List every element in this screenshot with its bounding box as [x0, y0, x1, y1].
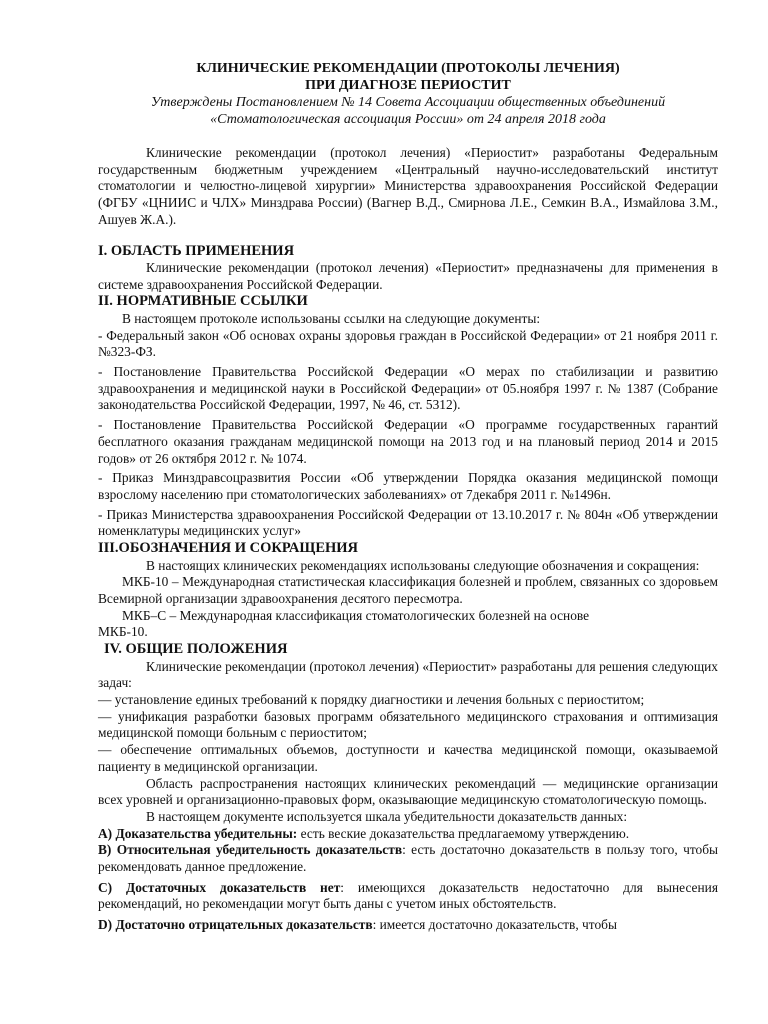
evidence-level-label: B) Относительная убедительность доказательств — [98, 842, 403, 858]
evidence-level-text: есть веские доказательства предлагаемому утверждению. — [297, 825, 630, 841]
evidence-level-text: : имеется достаточно доказательств, чтобы — [372, 917, 617, 933]
task-item: — унификация разработки базовых программ обязательного медицинского страхования и оптимизация медицинской помощи больным с периоститом; — [98, 708, 718, 741]
evidence-level-label: A) Доказательства убедительны: — [98, 825, 298, 841]
approval-note — [98, 94, 718, 128]
abbrev-mkbs-line-2: МКБ-10. — [98, 624, 148, 640]
title-line-2: ПРИ ДИАГНОЗЕ ПЕРИОСТИТ — [305, 78, 511, 93]
section-3-heading: III.ОБОЗНАЧЕНИЯ И СОКРАЩЕНИЯ — [98, 540, 359, 557]
reference-item: - Приказ Минздравсоцразвития России «Об утверждении Порядка оказания медицинской помощи взрослому населению при стоматологических заболеваниях» от 7декабря 2011 г. №1496н. — [98, 470, 718, 502]
intro-paragraph: Клинические рекомендации (протокол лечения) «Периостит» разработаны Федеральным государственным бюджетным учреждением «Центральный научно-исследовательский институт стоматологии и челюстно-лицевой хирургии» Министерства здравоохранения Российской Федерации (ФГБУ «ЦНИИС и ЧЛХ» Минздрава России) (Вагнер В.Д., Смирнова Л.Е., Семкин В.А., Измайлова З.М., Ашуев Ж.А.). — [98, 145, 718, 227]
document-title — [98, 60, 718, 94]
approval-line-1: Утверждены Постановлением № 14 Совета Ассоциации общественных объединений — [150, 95, 666, 110]
evidence-level-label: D) Достаточно отрицательных доказательств — [98, 917, 373, 933]
evidence-level-text: : есть достаточно доказательств в пользу того, чтобы рекомендовать данное предложение. — [98, 842, 718, 875]
scope-paragraph: Область распространения настоящих клинических рекомендаций — медицинские организации всех уровней и организационно-правовых форм, оказывающие медицинскую стоматологическую помощь. — [98, 775, 718, 808]
section-4-heading: IV. ОБЩИЕ ПОЛОЖЕНИЯ — [104, 641, 288, 658]
evidence-level-b — [98, 842, 718, 875]
title-line-1: КЛИНИЧЕСКИЕ РЕКОМЕНДАЦИИ (ПРОТОКОЛЫ ЛЕЧЕНИЯ) — [196, 61, 620, 76]
evidence-level-d — [98, 917, 718, 934]
abbrev-mkbs-line-1: МКБ–С – Международная классификация стоматологических болезней на основе — [122, 607, 590, 623]
task-item: — установление единых требований к порядку диагностики и лечения больных с периоститом; — [98, 691, 645, 707]
section-3-lead: В настоящих клинических рекомендациях использованы следующие обозначения и сокращения: — [146, 557, 700, 573]
evidence-scale-lead: В настоящем документе используется шкала убедительности доказательств данных: — [146, 808, 628, 824]
document-content — [98, 60, 718, 934]
section-2-lead: В настоящем протоколе использованы ссылки на следующие документы: — [122, 310, 541, 326]
reference-item: - Приказ Министерства здравоохранения Российской Федерации от 13.10.2017 г. № 804н «Об утверждении номенклатуры медицинских услуг» — [98, 506, 718, 539]
evidence-level-a — [98, 826, 718, 843]
reference-item: - Постановление Правительства Российской Федерации «О мерах по стабилизации и развитию здравоохранения и медицинской науки в Российской Федерации» от 05.ноября 1997 г. № 1387 (Собрание законодательства Российской Федерации, 1997, № 46, ст. 5312). — [98, 364, 718, 413]
section-4-lead: Клинические рекомендации (протокол лечения) «Периостит» разработаны для решения следующих задач: — [98, 658, 718, 691]
reference-item: - Федеральный закон «Об основах охраны здоровья граждан в Российской Федерации» от 21 ноября 2011 г. №323-ФЗ. — [98, 327, 718, 360]
reference-item: - Постановление Правительства Российской Федерации «О программе государственных гарантий бесплатного оказания гражданам медицинской помощи на 2013 год и на плановый период 2014 и 2015 годов» от 26 октября 2012 г. № 1074. — [98, 417, 718, 466]
section-2-heading: II. НОРМАТИВНЫЕ ССЫЛКИ — [98, 293, 308, 310]
evidence-level-label: C) Достаточных доказательств нет — [98, 879, 341, 895]
abbrev-mkb10: МКБ-10 – Международная статистическая классификация болезней и проблем, связанных со здоровьем Всемирной организации здравоохранения десятого пересмотра. — [98, 574, 718, 606]
section-1-heading: I. ОБЛАСТЬ ПРИМЕНЕНИЯ — [98, 242, 295, 259]
evidence-level-c — [98, 880, 718, 913]
approval-line-2: «Стоматологическая ассоциация России» от 24 апреля 2018 года — [210, 112, 606, 127]
task-item: — обеспечение оптимальных объемов, доступности и качества медицинской помощи, оказываемой пациенту в медицинской организации. — [98, 742, 718, 774]
section-1-text: Клинические рекомендации (протокол лечения) «Периостит» предназначены для применения в системе здравоохранения Российской Федерации. — [98, 260, 718, 292]
evidence-level-text: : имеющихся доказательств недостаточно для вынесения рекомендаций, но рекомендации могут быть даны с учетом иных обстоятельств. — [98, 879, 718, 912]
